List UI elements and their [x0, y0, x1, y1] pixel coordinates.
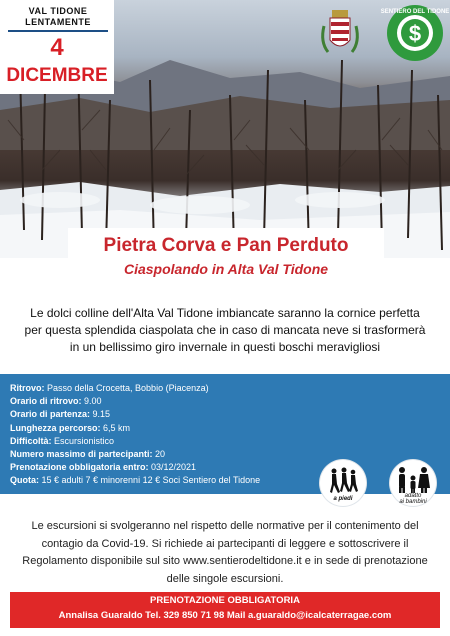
detail-orario-partenza: Orario di partenza: 9.15 [10, 409, 111, 420]
adatto-ai-bambini-badge [390, 460, 436, 506]
detail-max-partecipanti: Numero massimo di partecipanti: 20 [10, 449, 166, 460]
municipal-crest-icon [318, 6, 362, 60]
sentiero-ring-text: SENTIERO DEL TIDONE [380, 9, 450, 15]
event-month: DICEMBRE [6, 65, 108, 86]
booking-title: PRENOTAZIONE OBBLIGATORIA [150, 595, 300, 606]
booking-bar [10, 592, 440, 628]
detail-orario-ritrovo: Orario di ritrovo: 9.00 [10, 396, 102, 407]
brand-line1: VAL TIDONE [28, 6, 88, 16]
event-description: Le dolci colline dell'Alta Val Tidone imbiancate saranno la cornice perfetta per questa splendida ciaspolata che in caso di mancata neve si trasformerà in un bellissimo giro invernale in questi boschi meravigliosi [24, 306, 426, 354]
detail-difficolta: Difficoltà: Escursionistico [10, 435, 115, 446]
detail-quota: Quota: 15 € adulti 7 € minorenni 12 € Soci Sentiero del Tidone [10, 475, 261, 486]
event-subtitle: Ciaspolando in Alta Val Tidone [123, 261, 329, 277]
title-box [68, 228, 384, 288]
brand-line2: LENTAMENTE [25, 17, 91, 27]
adatto-label-line2: ai bambini [399, 499, 427, 505]
event-day: 4 [50, 34, 64, 61]
details-list [10, 382, 320, 488]
detail-ritrovo: Ritrovo: Passo della Crocetta, Bobbio (Piacenza) [10, 383, 209, 393]
svg-text:$: $ [408, 21, 422, 46]
detail-lunghezza: Lunghezza percorso: 6,5 km [10, 422, 131, 433]
a-piedi-badge [320, 460, 366, 506]
a-piedi-label: a piedi [333, 496, 353, 502]
booking-contacts: Annalisa Guaraldo Tel. 329 850 71 98 Mail a.guaraldo@icalcaterragae.com [58, 610, 392, 621]
detail-prenotazione: Prenotazione obbligatoria entro: 03/12/2021 [10, 462, 197, 473]
sentiero-del-tidone-logo [380, 4, 450, 62]
val-tidone-lentamente-logo [8, 4, 108, 32]
event-title: Pietra Corva e Pan Perduto [103, 235, 349, 256]
covid-note: Le escursioni si svolgeranno nel rispetto delle normative per il contenimento del contagio da Covid-19. Si richiede ai partecipanti di leggere e sottoscrivere il Regolamento disponibile sul sito www.sentierodeltidone.it e in sede di prenotazione delle singole escursioni. [22, 520, 428, 585]
date-badge [0, 0, 114, 94]
adatto-label-line1: adatto [404, 493, 422, 499]
